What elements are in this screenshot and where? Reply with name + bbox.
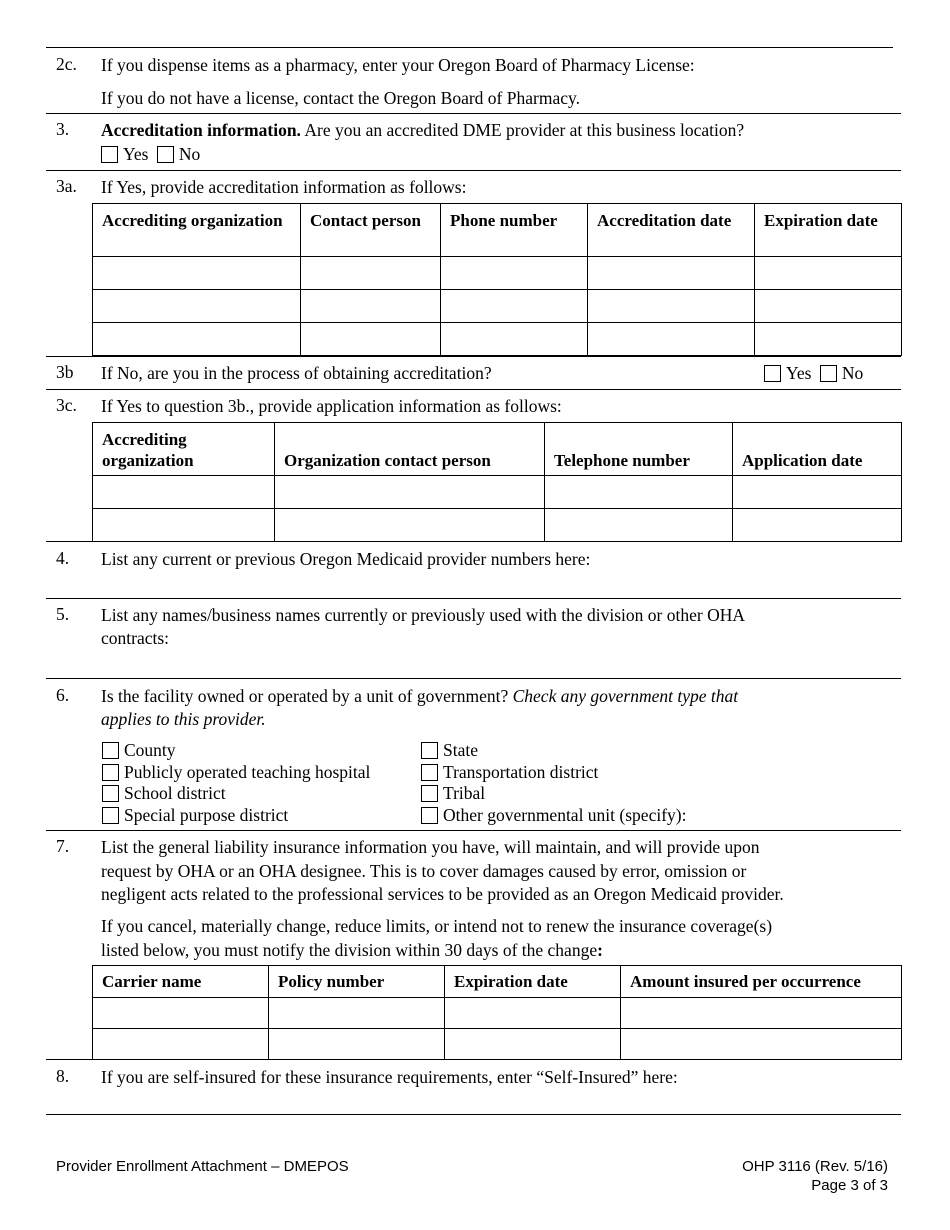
tribal-checkbox[interactable] [421, 785, 438, 802]
table-cell[interactable] [93, 323, 301, 356]
table-cell[interactable] [93, 509, 275, 542]
q3c-text: If Yes to question 3b., provide application information as follows: [101, 396, 562, 416]
table-header-row [93, 204, 902, 257]
q2c-note: If you do not have a license, contact the Oregon Board of Pharmacy. [101, 88, 580, 108]
q7-paragraph-1 [101, 836, 784, 907]
q7-p2-line2 [101, 939, 772, 963]
q5-line1: List any names/business names currently or previously used with the division or other OHA [101, 605, 745, 625]
transportation-district-label: Transportation district [443, 762, 599, 782]
table-cell[interactable] [588, 257, 755, 290]
rule-after-3a [46, 356, 901, 357]
table-cell[interactable] [755, 290, 902, 323]
school-district-label: School district [124, 783, 226, 803]
accreditation-table [92, 203, 902, 356]
table-cell[interactable] [445, 998, 621, 1029]
option-school-district [102, 783, 226, 804]
q6-instruction: Check any government type that [512, 686, 739, 706]
table-cell[interactable] [275, 476, 545, 509]
table-cell[interactable] [588, 323, 755, 356]
table-cell[interactable] [755, 257, 902, 290]
state-checkbox[interactable] [421, 742, 438, 759]
table-cell[interactable] [269, 1029, 445, 1060]
table-cell[interactable] [93, 998, 269, 1029]
header-accrediting-organization: Accrediting organization [93, 204, 301, 257]
table-cell[interactable] [301, 323, 441, 356]
q3-number: 3. [56, 119, 70, 139]
q6-instruction-cont: applies to this provider. [101, 709, 266, 729]
header-amount-insured: Amount insured per occurrence [621, 966, 902, 998]
table-cell[interactable] [441, 257, 588, 290]
q3b-yes-checkbox[interactable] [764, 365, 781, 382]
header-telephone-number: Telephone number [545, 423, 733, 476]
q4-text: List any current or previous Oregon Medicaid provider numbers here: [101, 549, 591, 569]
q3-question: Are you an accredited DME provider at this business location? [300, 120, 745, 140]
q6-number: 6. [56, 685, 70, 705]
table-cell[interactable] [588, 290, 755, 323]
table-cell[interactable] [545, 476, 733, 509]
header-accreditation-date: Accreditation date [588, 204, 755, 257]
q3-no-label: No [178, 144, 201, 164]
q3a-text: If Yes, provide accreditation information as follows: [101, 177, 467, 197]
table-row [93, 1029, 902, 1060]
state-label: State [443, 740, 478, 760]
q4-number: 4. [56, 548, 70, 568]
table-row [93, 290, 902, 323]
q7-p1-line3: negligent acts related to the professional services to be provided as an Oregon Medicaid provider. [101, 884, 784, 904]
table-row [93, 998, 902, 1029]
header-contact-person: Contact person [301, 204, 441, 257]
q6-line1 [101, 685, 738, 707]
q3b-options [764, 362, 863, 384]
county-label: County [124, 740, 176, 760]
q5-number: 5. [56, 604, 70, 624]
table-cell[interactable] [93, 476, 275, 509]
table-cell[interactable] [621, 998, 902, 1029]
header-carrier-name: Carrier name [93, 966, 269, 998]
option-teaching-hospital [102, 762, 370, 783]
table-row [93, 257, 902, 290]
q7-p2-line2-text: listed below, you must notify the division within 30 days of the change [101, 939, 598, 960]
option-tribal [421, 783, 485, 804]
table-cell[interactable] [441, 323, 588, 356]
option-transportation-district [421, 762, 598, 783]
q3b-text: If No, are you in the process of obtaining accreditation? [101, 363, 492, 383]
teaching-hospital-label: Publicly operated teaching hospital [124, 762, 371, 782]
rule-after-5 [46, 678, 901, 679]
special-purpose-district-checkbox[interactable] [102, 807, 119, 824]
table-row [93, 509, 902, 542]
table-cell[interactable] [301, 257, 441, 290]
q8-number: 8. [56, 1066, 70, 1086]
q6-line2 [101, 708, 738, 730]
q6-question: Is the facility owned or operated by a unit of government? [101, 686, 513, 706]
q3-text [101, 119, 744, 141]
transportation-district-checkbox[interactable] [421, 764, 438, 781]
table-cell[interactable] [733, 509, 902, 542]
table-cell[interactable] [621, 1029, 902, 1060]
rule-after-3b [46, 389, 901, 390]
q8-text: If you are self-insured for these insurance requirements, enter “Self-Insured” here: [101, 1067, 678, 1087]
option-other-governmental-unit [421, 805, 686, 826]
rule-after-2c [46, 113, 901, 114]
q7-number: 7. [56, 836, 70, 856]
q3a-number: 3a. [56, 176, 77, 196]
table-cell[interactable] [269, 998, 445, 1029]
rule-after-3 [46, 170, 901, 171]
header-organization-contact-person: Organization contact person [275, 423, 545, 476]
q3-yes-checkbox[interactable] [101, 146, 118, 163]
q3b-no-label: No [841, 363, 864, 383]
q5-text [101, 604, 745, 649]
option-special-purpose-district [102, 805, 288, 826]
q2c-number: 2c. [56, 54, 77, 74]
q3b-number: 3b [56, 362, 74, 382]
tribal-label: Tribal [443, 783, 486, 803]
table-cell[interactable] [93, 1029, 269, 1060]
header-policy-number: Policy number [269, 966, 445, 998]
q7-paragraph-2 [101, 915, 772, 962]
county-checkbox[interactable] [102, 742, 119, 759]
header-application-date: Application date [733, 423, 902, 476]
option-state [421, 740, 478, 761]
table-header-row [93, 423, 902, 476]
q7-p2-line1: If you cancel, materially change, reduce limits, or intend not to renew the insurance coverage(s) [101, 916, 773, 936]
q3c-number: 3c. [56, 395, 77, 415]
other-governmental-unit-checkbox[interactable] [421, 807, 438, 824]
other-governmental-unit-label: Other governmental unit (specify): [443, 805, 687, 825]
header-accrediting-organization: Accrediting organization [93, 423, 275, 476]
header-expiration-date: Expiration date [755, 204, 902, 257]
footer-form-number: OHP 3116 (Rev. 5/16) [742, 1158, 888, 1175]
teaching-hospital-checkbox[interactable] [102, 764, 119, 781]
table-cell[interactable] [755, 323, 902, 356]
table-header-row [93, 966, 902, 998]
table-cell[interactable] [93, 257, 301, 290]
table-cell[interactable] [275, 509, 545, 542]
q3-no-checkbox[interactable] [157, 146, 174, 163]
q7-p1-line2: request by OHA or an OHA designee. This is to cover damages caused by error, omission or [101, 860, 747, 881]
footer-page-number: Page 3 of 3 [811, 1177, 888, 1194]
q3b-no-checkbox[interactable] [820, 365, 837, 382]
q7-p1-line1: List the general liability insurance information you have, will maintain, and will provide upon [101, 837, 760, 857]
rule-after-8 [46, 1114, 901, 1115]
application-table [92, 422, 902, 542]
special-purpose-district-label: Special purpose district [124, 805, 289, 825]
q7-p2-colon: : [597, 939, 603, 960]
table-cell[interactable] [545, 509, 733, 542]
q3-options [101, 143, 200, 165]
table-cell[interactable] [733, 476, 902, 509]
table-row [93, 323, 902, 356]
rule-after-4 [46, 598, 901, 599]
header-expiration-date: Expiration date [445, 966, 621, 998]
q6-text [101, 685, 738, 730]
q2c-line1: If you dispense items as a pharmacy, enter your Oregon Board of Pharmacy License: [101, 55, 695, 75]
rule-top [46, 47, 893, 48]
option-county [102, 740, 176, 761]
table-cell[interactable] [93, 290, 301, 323]
school-district-checkbox[interactable] [102, 785, 119, 802]
table-cell[interactable] [445, 1029, 621, 1060]
table-row [93, 476, 902, 509]
header-phone-number: Phone number [441, 204, 588, 257]
q2c-text [101, 54, 695, 76]
q5-line2: contracts: [101, 628, 170, 648]
q3-heading: Accreditation information. [101, 120, 301, 140]
q3-yes-label: Yes [123, 144, 149, 164]
q3b-yes-label: Yes [786, 363, 812, 383]
table-cell[interactable] [441, 290, 588, 323]
insurance-table [92, 965, 902, 1060]
rule-after-6 [46, 830, 901, 831]
footer-title: Provider Enrollment Attachment – DMEPOS [56, 1158, 349, 1175]
table-cell[interactable] [301, 290, 441, 323]
